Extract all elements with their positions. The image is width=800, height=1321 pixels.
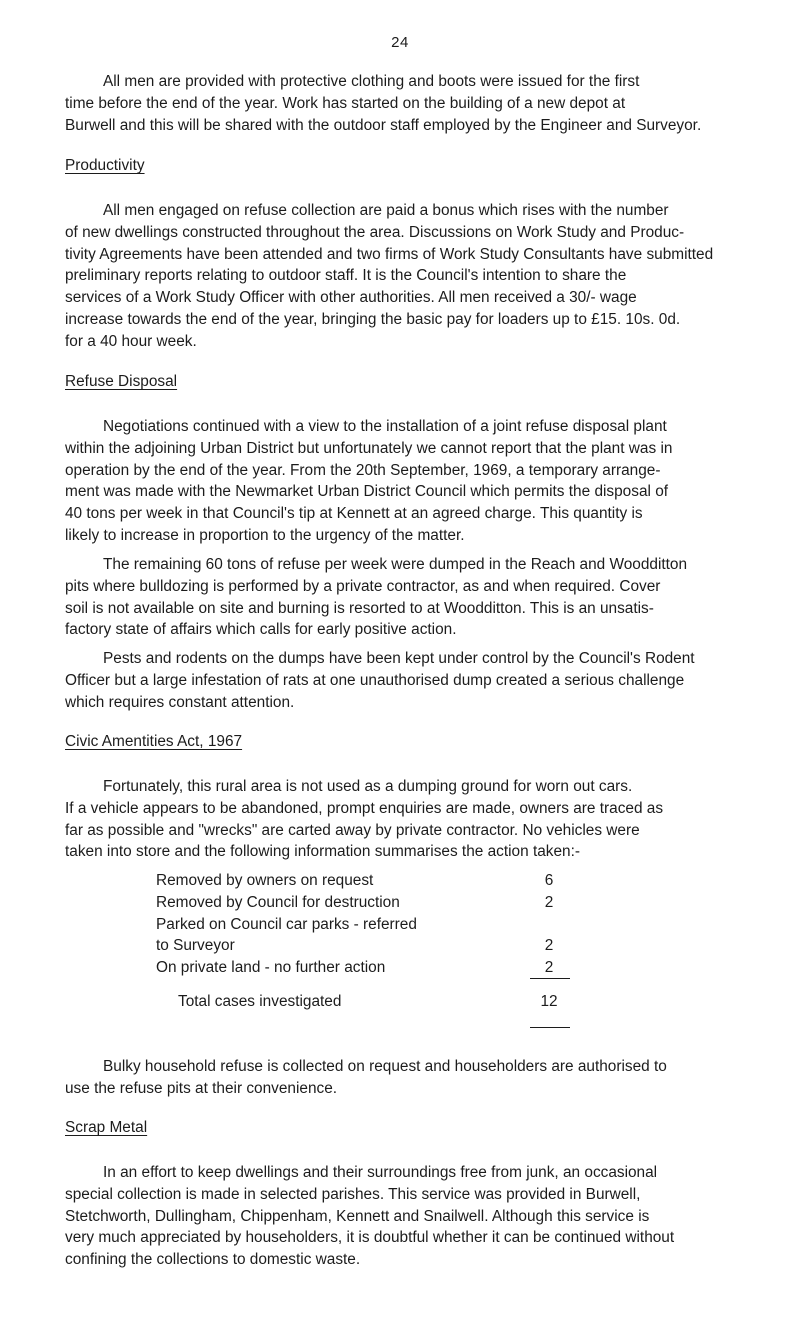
refuse-disposal-paragraph-1 xyxy=(65,416,755,547)
text-line: use the refuse pits at their convenience. xyxy=(65,1079,338,1097)
scrap-metal-paragraph xyxy=(65,1162,755,1271)
text-line: taken into store and the following information summarises the action taken:- xyxy=(65,843,581,861)
text-line: Burwell and this will be shared with the outdoor staff employed by the Engineer and Surveyor. xyxy=(65,116,702,134)
vehicle-summary-table xyxy=(156,870,576,1013)
row-value: 2 xyxy=(544,893,554,911)
text-line: tivity Agreements have been attended and two firms of Work Study Consultants have submitted xyxy=(65,245,714,263)
total-value: 12 xyxy=(540,992,558,1010)
text-line: Bulky household refuse is collected on request and householders are authorised to xyxy=(103,1058,667,1075)
text-line: Officer but a large infestation of rats at one unauthorised dump created a serious challenge xyxy=(65,671,685,689)
text-line: Negotiations continued with a view to the installation of a joint refuse disposal plant xyxy=(103,418,667,435)
text-line: factory state of affairs which calls for early positive action. xyxy=(65,621,457,639)
text-line: of new dwellings constructed throughout the area. Discussions on Work Study and Produc- xyxy=(65,223,685,241)
text-line: ment was made with the Newmarket Urban District Council which permits the disposal of xyxy=(65,483,669,501)
refuse-disposal-heading: Refuse Disposal xyxy=(65,373,178,390)
row-label: On private land - no further action xyxy=(156,959,386,977)
table-row xyxy=(156,892,576,914)
scrap-metal-heading: Scrap Metal xyxy=(65,1119,148,1136)
table-row xyxy=(156,935,576,957)
table-row xyxy=(156,957,576,979)
row-label: Removed by owners on request xyxy=(156,872,374,889)
productivity-paragraph xyxy=(65,200,755,353)
text-line: soil is not available on site and burning is resorted to at Woodditton. This is an unsatis- xyxy=(65,599,654,617)
table-row xyxy=(156,870,576,892)
row-value: 2 xyxy=(544,937,554,955)
text-line: far as possible and "wrecks" are carted away by private contractor. No vehicles were xyxy=(65,821,640,839)
text-line: very much appreciated by householders, it is doubtful whether it can be continued without xyxy=(65,1229,675,1247)
text-line: 40 tons per week in that Council's tip at Kennett at an agreed charge. This quantity is xyxy=(65,505,643,523)
subtotal-rule xyxy=(530,978,570,979)
total-rule xyxy=(530,1027,570,1028)
row-value: 2 xyxy=(544,959,554,977)
table-total-row xyxy=(156,991,576,1013)
productivity-heading: Productivity xyxy=(65,157,145,174)
row-label: to Surveyor xyxy=(156,937,235,955)
text-line: pits where bulldozing is performed by a private contractor, as and when required. Cover xyxy=(65,577,661,595)
text-line: Pests and rodents on the dumps have been kept under control by the Council's Rodent xyxy=(103,650,695,667)
civic-amentities-paragraph-1 xyxy=(65,776,755,863)
text-line: All men engaged on refuse collection are paid a bonus which rises with the number xyxy=(103,202,669,219)
text-line: The remaining 60 tons of refuse per week were dumped in the Reach and Woodditton xyxy=(103,556,688,573)
text-line: All men are provided with protective clothing and boots were issued for the first xyxy=(103,73,640,90)
text-line: preliminary reports relating to outdoor staff. It is the Council's intention to share the xyxy=(65,267,627,285)
text-line: within the adjoining Urban District but unfortunately we cannot report that the plant was in xyxy=(65,439,673,457)
intro-paragraph xyxy=(65,71,755,136)
page-number: 24 xyxy=(391,34,409,51)
text-line: If a vehicle appears to be abandoned, prompt enquiries are made, owners are traced as xyxy=(65,799,664,817)
row-value: 6 xyxy=(544,872,554,889)
table-row xyxy=(156,914,576,936)
row-label: Removed by Council for destruction xyxy=(156,893,400,911)
civic-amentities-paragraph-2 xyxy=(65,1056,755,1100)
refuse-disposal-paragraph-3 xyxy=(65,648,755,713)
text-line: increase towards the end of the year, bringing the basic pay for loaders up to £15. 10s. 0d. xyxy=(65,310,681,328)
text-line: for a 40 hour week. xyxy=(65,332,197,350)
text-line: time before the end of the year. Work has started on the building of a new depot at xyxy=(65,94,626,112)
text-line: Stetchworth, Dullingham, Chippenham, Kennett and Snailwell. Although this service is xyxy=(65,1207,650,1225)
text-line: services of a Work Study Officer with other authorities. All men received a 30/- wage xyxy=(65,289,637,307)
text-line: which requires constant attention. xyxy=(65,693,295,711)
text-line: confining the collections to domestic waste. xyxy=(65,1251,361,1269)
text-line: likely to increase in proportion to the urgency of the matter. xyxy=(65,526,465,544)
text-line: operation by the end of the year. From the 20th September, 1969, a temporary arrange- xyxy=(65,461,661,479)
text-line: special collection is made in selected parishes. This service was provided in Burwell, xyxy=(65,1185,641,1203)
text-line: Fortunately, this rural area is not used as a dumping ground for worn out cars. xyxy=(103,778,633,795)
text-line: In an effort to keep dwellings and their surroundings free from junk, an occasional xyxy=(103,1164,658,1181)
row-label: Parked on Council car parks - referred xyxy=(156,915,417,933)
civic-amentities-heading: Civic Amentities Act, 1967 xyxy=(65,733,243,750)
total-label: Total cases investigated xyxy=(178,992,342,1010)
refuse-disposal-paragraph-2 xyxy=(65,554,755,641)
